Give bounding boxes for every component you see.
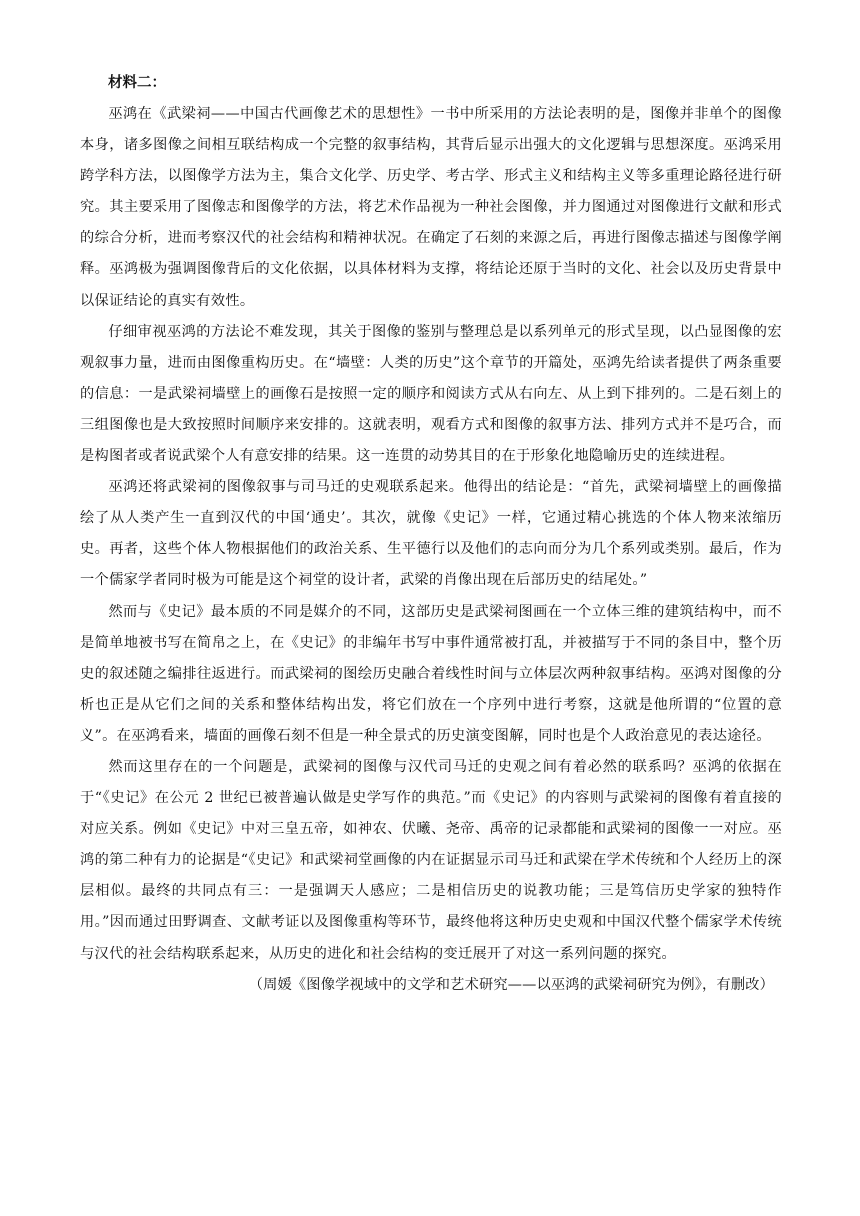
paragraph-3: 巫鸿还将武梁祠的图像叙事与司马迁的史观联系起来。他得出的结论是：“首先，武梁祠墙壁上的画像描绘了从人类产生一直到汉代的中国‘通史’。其次，就像《史记》一样，它通过精心挑选的个体人物来浓缩历史。再者，这些个体人物根据他们的政治关系、生平德行以及他们的志向而分为几个系列或类别。最后，作为一个儒家学者同时极为可能是这个祠堂的设计者，武梁的肖像出现在后部历史的结尾处。” — [80, 479, 782, 589]
source-citation: （周媛《图像学视域中的文学和艺术研究——以巫鸿的武梁祠研究为例》，有删改） — [248, 976, 774, 993]
paragraph-4: 然而与《史记》最本质的不同是媒介的不同，这部历史是武梁祠图画在一个立体三维的建筑结构中，而不是简单地被书写在简帛之上，在《史记》的非编年书写中事件通常被打乱，并被描写于不同的条目中，整个历史的叙述随之编排往返进行。而武梁祠的图绘历史融合着线性时间与立体层次两种叙事结构。巫鸿对图像的分析也正是从它们之间的关系和整体结构出发，将它们放在一个序列中进行考察，这就是他所谓的“位置的意义”。在巫鸿看来，墙面的画像石刻不但是一种全景式的历史演变图解，同时也是个人政治意见的表达途径。 — [80, 603, 782, 744]
paragraph-1: 巫鸿在《武梁祠——中国古代画像艺术的思想性》一书中所采用的方法论表明的是，图像并非单个的图像本身，诸多图像之间相互联结构成一个完整的叙事结构，其背后显示出强大的文化逻辑与思想深度。巫鸿采用跨学科方法，以图像学方法为主，集合文化学、历史学、考古学、形式主义和结构主义等多重理论路径进行研究。其主要采用了图像志和图像学的方法，将艺术作品视为一种社会图像，并力图通过对图像进行文献和形式的综合分析，进而考察汉代的社会结构和精神状况。在确定了石刻的来源之后，再进行图像志描述与图像学阐释。巫鸿极为强调图像背后的文化依据，以具体材料为支撑，将结论还原于当时的文化、社会以及历史背景中以保证结论的真实有效性。 — [80, 106, 782, 309]
paragraph-5: 然而这里存在的一个问题是，武梁祠的图像与汉代司马迁的史观之间有着必然的联系吗？巫鸿的依据在于“《史记》在公元 2 世纪已被普遍认做是史学写作的典范。”而《史记》的内容则与武梁祠的图像有着直接的对应关系。例如《史记》中对三皇五帝，如神农、伏曦、尧帝、禹帝的记录都能和武梁祠的图像一一对应。巫鸿的第二种有力的论据是“《史记》和武梁祠堂画像的内在证据显示司马迁和武梁在学术传统和个人经历上的深层相似。最终的共同点有三：一是强调天人感应；二是相信历史的说教功能；三是笃信历史学家的独特作用。”因而通过田野调查、文献考证以及图像重构等环节，最终他将这种历史史观和中国汉代整个儒家学术传统与汉代的社会结构联系起来，从历史的进化和社会结构的变迁展开了对这一系列问题的探究。 — [80, 758, 782, 962]
paragraph-2: 仔细审视巫鸿的方法论不难发现，其关于图像的鉴别与整理总是以系列单元的形式呈现，以凸显图像的宏观叙事力量，进而由图像重构历史。在“墙壁：人类的历史”这个章节的开篇处，巫鸿先给读者提供了两条重要的信息：一是武梁祠墙壁上的画像石是按照一定的顺序和阅读方式从右向左、从上到下排列的。二是石刻上的三组图像也是大致按照时间顺序来安排的。这就表明，观看方式和图像的叙事方法、排列方式并不是巧合，而是构图者或者说武梁个人有意安排的结果。这一连贯的动势其目的在于形象化地隐喻历史的连续进程。 — [80, 323, 782, 465]
document-page — [80, 68, 782, 1001]
section-heading: 材料二： — [108, 75, 166, 91]
